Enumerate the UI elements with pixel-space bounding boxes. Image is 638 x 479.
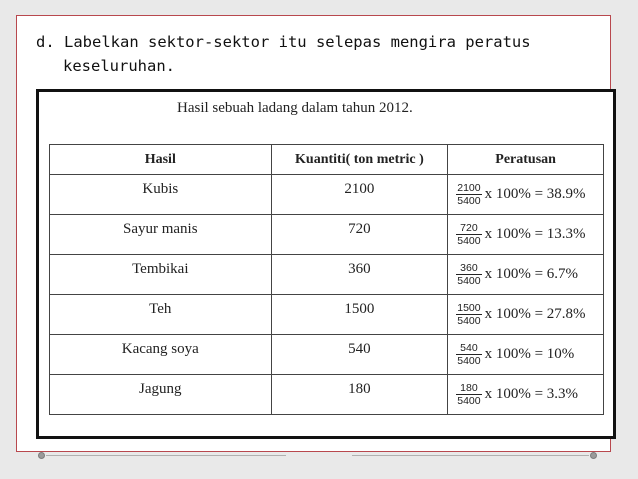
cell-kuantiti: 540 bbox=[271, 335, 448, 375]
cell-peratusan bbox=[448, 375, 604, 415]
data-table bbox=[49, 144, 604, 415]
decorative-dot-left bbox=[38, 452, 45, 459]
fraction bbox=[456, 302, 481, 327]
table-header-row bbox=[50, 145, 604, 175]
instruction-text bbox=[36, 30, 596, 78]
fraction-numerator: 180 bbox=[456, 382, 481, 395]
fraction bbox=[456, 382, 481, 407]
figure-title: Hasil sebuah ladang dalam tahun 2012. bbox=[177, 100, 413, 116]
cell-peratusan bbox=[448, 255, 604, 295]
fraction-denominator: 5400 bbox=[457, 395, 481, 407]
decorative-dot-right bbox=[590, 452, 597, 459]
fraction bbox=[456, 222, 481, 247]
percentage-expression: x 100% = 13.3% bbox=[484, 226, 586, 242]
table-row bbox=[50, 215, 604, 255]
fraction-numerator: 540 bbox=[456, 342, 481, 355]
header-hasil: Hasil bbox=[50, 145, 272, 175]
percentage-expression: x 100% = 3.3% bbox=[484, 386, 579, 402]
cell-hasil: Kubis bbox=[50, 175, 272, 215]
decorative-line-left bbox=[46, 455, 286, 456]
data-figure bbox=[36, 89, 616, 439]
fraction-numerator: 360 bbox=[456, 262, 481, 275]
instruction-line-1: d. Labelkan sektor-sektor itu selepas mengira peratus bbox=[36, 33, 531, 51]
fraction bbox=[456, 182, 481, 207]
cell-peratusan bbox=[448, 295, 604, 335]
instruction-line-2: keseluruhan. bbox=[63, 57, 175, 75]
fraction-denominator: 5400 bbox=[457, 275, 481, 287]
cell-hasil: Tembikai bbox=[50, 255, 272, 295]
fraction-denominator: 5400 bbox=[457, 235, 481, 247]
percentage-expression: x 100% = 38.9% bbox=[484, 186, 586, 202]
fraction bbox=[456, 262, 481, 287]
header-kuantiti: Kuantiti( ton metric ) bbox=[271, 145, 448, 175]
table-row bbox=[50, 375, 604, 415]
header-peratusan: Peratusan bbox=[448, 145, 604, 175]
cell-kuantiti: 1500 bbox=[271, 295, 448, 335]
cell-hasil: Teh bbox=[50, 295, 272, 335]
fraction bbox=[456, 342, 481, 367]
table-row bbox=[50, 255, 604, 295]
fraction-denominator: 5400 bbox=[457, 195, 481, 207]
fraction-numerator: 2100 bbox=[457, 182, 481, 194]
table-row bbox=[50, 175, 604, 215]
table-row bbox=[50, 295, 604, 335]
percentage-expression: x 100% = 27.8% bbox=[484, 306, 586, 322]
decorative-line-right bbox=[352, 455, 589, 456]
cell-peratusan bbox=[448, 335, 604, 375]
fraction-denominator: 5400 bbox=[457, 315, 481, 327]
cell-hasil: Kacang soya bbox=[50, 335, 272, 375]
percentage-expression: x 100% = 6.7% bbox=[484, 266, 579, 282]
cell-peratusan bbox=[448, 175, 604, 215]
fraction-denominator: 5400 bbox=[457, 355, 481, 367]
percentage-expression: x 100% = 10% bbox=[484, 346, 575, 362]
cell-kuantiti: 2100 bbox=[271, 175, 448, 215]
cell-hasil: Jagung bbox=[50, 375, 272, 415]
fraction-numerator: 1500 bbox=[457, 302, 481, 314]
cell-hasil: Sayur manis bbox=[50, 215, 272, 255]
fraction-numerator: 720 bbox=[456, 222, 481, 235]
cell-kuantiti: 180 bbox=[271, 375, 448, 415]
cell-kuantiti: 720 bbox=[271, 215, 448, 255]
table-row bbox=[50, 335, 604, 375]
cell-peratusan bbox=[448, 215, 604, 255]
cell-kuantiti: 360 bbox=[271, 255, 448, 295]
